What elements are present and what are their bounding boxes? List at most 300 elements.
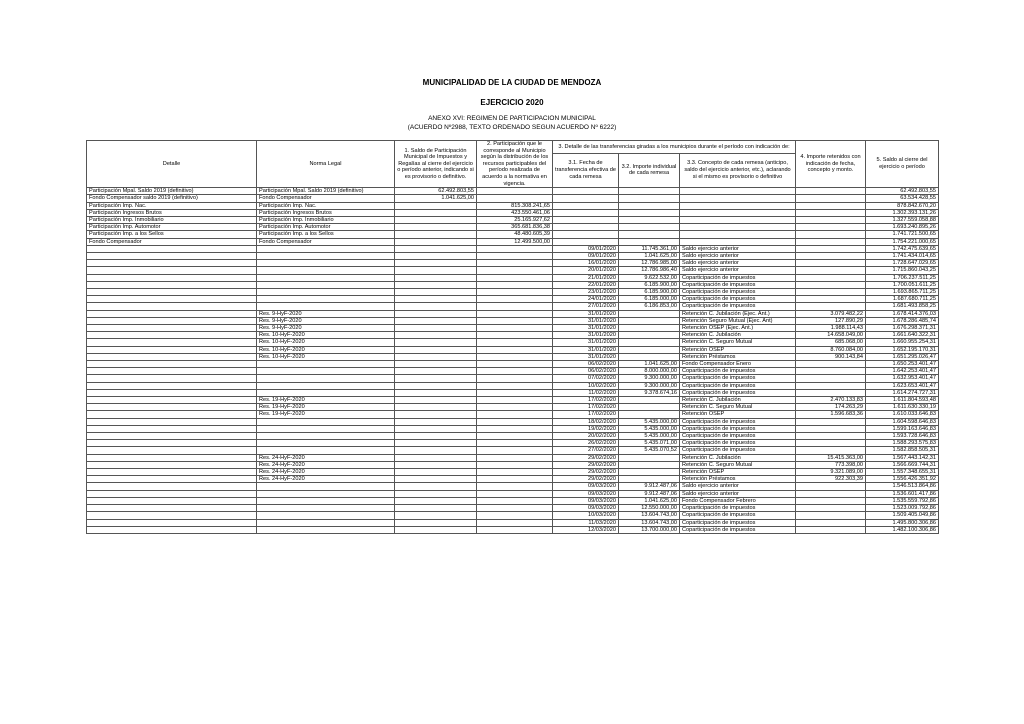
cell-norma-legal: Res. 24-HyF-2020: [257, 461, 395, 468]
cell-concepto: Saldo ejercicio anterior: [680, 245, 796, 252]
cell-norma-legal: Res. 24-HyF-2020: [257, 476, 395, 483]
cell-retenido: 174.263,29: [796, 404, 866, 411]
cell-retenido: 1.988.114,43: [796, 325, 866, 332]
cell-retenido: [796, 195, 866, 202]
cell-detalle: [87, 418, 257, 425]
cell-saldo-participacion: 1.041.625,00: [395, 195, 477, 202]
table-row: [87, 202, 939, 209]
cell-importe: [619, 461, 680, 468]
cell-participacion: [477, 260, 553, 267]
table-row: [87, 188, 939, 195]
table-body: [87, 188, 939, 534]
cell-importe: [619, 238, 680, 245]
cell-concepto: Retención Préstamos: [680, 353, 796, 360]
cell-fecha: 20/01/2020: [553, 267, 619, 274]
cell-norma-legal: [257, 389, 395, 396]
cell-detalle: [87, 245, 257, 252]
cell-importe: 6.185.900,00: [619, 281, 680, 288]
cell-norma-legal: [257, 382, 395, 389]
cell-saldo-cierre: 1.557.348.655,31: [866, 469, 939, 476]
cell-fecha: 26/02/2020: [553, 440, 619, 447]
cell-saldo-participacion: [395, 447, 477, 454]
cell-saldo-participacion: [395, 454, 477, 461]
header-norma-legal: Norma Legal: [257, 141, 395, 188]
cell-saldo-cierre: 62.492.803,55: [866, 188, 939, 195]
cell-detalle: Participación Imp. Nac.: [87, 202, 257, 209]
cell-importe: [619, 231, 680, 238]
cell-concepto: Saldo ejercicio anterior: [680, 252, 796, 259]
cell-importe: 6.186.853,00: [619, 303, 680, 310]
cell-saldo-cierre: 1.302.393.131,26: [866, 209, 939, 216]
cell-importe: 5.435.000,00: [619, 425, 680, 432]
cell-importe: [619, 397, 680, 404]
table-row: [87, 346, 939, 353]
cell-saldo-participacion: [395, 274, 477, 281]
cell-participacion: [477, 339, 553, 346]
cell-participacion: [477, 454, 553, 461]
table-row: [87, 440, 939, 447]
cell-importe: 9.300.000,00: [619, 375, 680, 382]
cell-detalle: [87, 346, 257, 353]
cell-retenido: [796, 202, 866, 209]
cell-concepto: Retención OSEP: [680, 411, 796, 418]
table-row: [87, 512, 939, 519]
cell-concepto: Coparticipación de impuestos: [680, 375, 796, 382]
cell-saldo-participacion: [395, 526, 477, 533]
cell-saldo-participacion: [395, 361, 477, 368]
cell-norma-legal: Participación Imp. Nac.: [257, 202, 395, 209]
cell-participacion: [477, 447, 553, 454]
cell-concepto: [680, 209, 796, 216]
participation-table: [86, 140, 939, 534]
cell-norma-legal: [257, 505, 395, 512]
cell-fecha: 24/01/2020: [553, 296, 619, 303]
cell-detalle: [87, 382, 257, 389]
header-saldo-cierre: 5. Saldo al cierre del ejercicio o período: [866, 141, 939, 188]
cell-fecha: 31/01/2020: [553, 317, 619, 324]
cell-detalle: Participación Ingresos Brutos: [87, 209, 257, 216]
cell-saldo-participacion: [395, 281, 477, 288]
cell-saldo-participacion: [395, 325, 477, 332]
cell-participacion: [477, 425, 553, 432]
cell-importe: 1.041.625,00: [619, 252, 680, 259]
cell-participacion: [477, 267, 553, 274]
cell-retenido: [796, 375, 866, 382]
table-row: [87, 526, 939, 533]
cell-saldo-cierre: 1.610.033.646,83: [866, 411, 939, 418]
cell-saldo-cierre: 1.742.475.639,65: [866, 245, 939, 252]
cell-fecha: 09/03/2020: [553, 505, 619, 512]
cell-retenido: 900.143,84: [796, 353, 866, 360]
cell-participacion: [477, 411, 553, 418]
cell-importe: 5.435.071,00: [619, 440, 680, 447]
cell-importe: 6.185.000,00: [619, 296, 680, 303]
cell-norma-legal: [257, 267, 395, 274]
cell-retenido: [796, 216, 866, 223]
cell-retenido: [796, 483, 866, 490]
cell-saldo-cierre: 1.741.434.014,65: [866, 252, 939, 259]
cell-importe: [619, 325, 680, 332]
cell-retenido: 8.760.084,00: [796, 346, 866, 353]
table-row: [87, 310, 939, 317]
cell-participacion: [477, 469, 553, 476]
cell-saldo-participacion: [395, 382, 477, 389]
cell-detalle: [87, 361, 257, 368]
cell-participacion: [477, 281, 553, 288]
cell-norma-legal: Res. 10-HyF-2020: [257, 332, 395, 339]
cell-norma-legal: Res. 9-HyF-2020: [257, 325, 395, 332]
cell-concepto: Coparticipación de impuestos: [680, 274, 796, 281]
cell-participacion: [477, 433, 553, 440]
table-row: [87, 332, 939, 339]
cell-importe: 13.700.000,00: [619, 526, 680, 533]
cell-fecha: 31/01/2020: [553, 346, 619, 353]
cell-fecha: 11/02/2020: [553, 389, 619, 396]
cell-saldo-participacion: [395, 512, 477, 519]
cell-saldo-cierre: 1.566.669.744,31: [866, 461, 939, 468]
cell-participacion: [477, 404, 553, 411]
cell-retenido: 2.470.133,83: [796, 397, 866, 404]
cell-concepto: Saldo ejercicio anterior: [680, 483, 796, 490]
cell-saldo-participacion: 62.492.803,55: [395, 188, 477, 195]
cell-importe: [619, 411, 680, 418]
cell-concepto: [680, 188, 796, 195]
cell-norma-legal: Res. 9-HyF-2020: [257, 310, 395, 317]
cell-retenido: 685.068,00: [796, 339, 866, 346]
cell-fecha: [553, 195, 619, 202]
cell-retenido: [796, 440, 866, 447]
agreement-reference: (ACUERDO Nº2988, TEXTO ORDENADO SEGUN ACUERDO Nº 6222): [407, 124, 617, 131]
cell-saldo-participacion: [395, 317, 477, 324]
cell-importe: 11.745.361,00: [619, 245, 680, 252]
cell-detalle: [87, 461, 257, 468]
cell-saldo-participacion: [395, 245, 477, 252]
table-row: [87, 505, 939, 512]
cell-saldo-cierre: 1.678.286.485,74: [866, 317, 939, 324]
cell-saldo-cierre: 1.327.559.058,88: [866, 216, 939, 223]
cell-saldo-participacion: [395, 202, 477, 209]
cell-fecha: [553, 202, 619, 209]
document-title: MUNICIPALIDAD DE LA CIUDAD DE MENDOZA: [422, 78, 602, 87]
cell-participacion: [477, 195, 553, 202]
cell-importe: 9.300.000,00: [619, 382, 680, 389]
header-detalle-transferencias: 3. Detalle de las transferencias giradas a los municipios durante el período con indicación de:: [553, 141, 796, 154]
cell-fecha: 22/01/2020: [553, 281, 619, 288]
cell-importe: 1.041.625,00: [619, 361, 680, 368]
cell-saldo-participacion: [395, 519, 477, 526]
cell-importe: 9.622.532,00: [619, 274, 680, 281]
cell-norma-legal: Res. 19-HyF-2020: [257, 411, 395, 418]
cell-fecha: 27/01/2020: [553, 303, 619, 310]
cell-saldo-participacion: [395, 346, 477, 353]
cell-norma-legal: [257, 433, 395, 440]
cell-concepto: [680, 238, 796, 245]
cell-detalle: Participación Imp. Automotor: [87, 224, 257, 231]
cell-participacion: [477, 382, 553, 389]
cell-retenido: [796, 361, 866, 368]
cell-saldo-cierre: 1.567.443.142,31: [866, 454, 939, 461]
cell-detalle: [87, 325, 257, 332]
cell-retenido: [796, 188, 866, 195]
cell-retenido: 127.890,29: [796, 317, 866, 324]
cell-saldo-cierre: 1.611.804.593,48: [866, 397, 939, 404]
cell-importe: [619, 346, 680, 353]
cell-concepto: Fondo Compensador Enero: [680, 361, 796, 368]
cell-participacion: [477, 389, 553, 396]
cell-retenido: [796, 231, 866, 238]
cell-detalle: [87, 512, 257, 519]
cell-concepto: Coparticipación de impuestos: [680, 289, 796, 296]
cell-norma-legal: Res. 10-HyF-2020: [257, 346, 395, 353]
cell-saldo-cierre: 1.728.647.029,65: [866, 260, 939, 267]
cell-detalle: [87, 274, 257, 281]
table-row: [87, 483, 939, 490]
cell-concepto: Saldo ejercicio anterior: [680, 267, 796, 274]
cell-importe: 12.550.000,00: [619, 505, 680, 512]
cell-detalle: [87, 296, 257, 303]
cell-fecha: 17/02/2020: [553, 411, 619, 418]
cell-saldo-cierre: 1.661.640.322,31: [866, 332, 939, 339]
cell-participacion: 25.165.927,62: [477, 216, 553, 223]
cell-saldo-cierre: 878.842.670,20: [866, 202, 939, 209]
cell-norma-legal: Res. 10-HyF-2020: [257, 353, 395, 360]
cell-fecha: [553, 209, 619, 216]
table-row: [87, 497, 939, 504]
cell-importe: [619, 195, 680, 202]
cell-retenido: [796, 425, 866, 432]
cell-concepto: Coparticipación de impuestos: [680, 526, 796, 533]
cell-participacion: [477, 368, 553, 375]
cell-saldo-participacion: [395, 375, 477, 382]
table-row: [87, 519, 939, 526]
cell-importe: 12.786.986,40: [619, 267, 680, 274]
cell-saldo-participacion: [395, 231, 477, 238]
header-concepto-remesa: 3.3. Concepto de cada remesa (anticipo, saldo del ejercicio anterior, etc.), aclarando si el mismo es provisorio o definitivo: [680, 153, 796, 188]
cell-detalle: [87, 252, 257, 259]
cell-saldo-cierre: 1.611.630.330,19: [866, 404, 939, 411]
cell-participacion: 815.308.241,65: [477, 202, 553, 209]
document-subtitle: EJERCICIO 2020: [480, 98, 544, 107]
cell-detalle: [87, 375, 257, 382]
cell-norma-legal: [257, 303, 395, 310]
cell-fecha: 09/03/2020: [553, 490, 619, 497]
cell-saldo-cierre: 1.546.513.864,86: [866, 483, 939, 490]
cell-importe: [619, 216, 680, 223]
table-row: [87, 216, 939, 223]
cell-fecha: 29/02/2020: [553, 454, 619, 461]
cell-retenido: [796, 224, 866, 231]
table-row: [87, 382, 939, 389]
cell-retenido: [796, 238, 866, 245]
table-row: [87, 238, 939, 245]
table-row: [87, 339, 939, 346]
cell-detalle: [87, 317, 257, 324]
cell-importe: 5.435.000,00: [619, 418, 680, 425]
cell-retenido: [796, 267, 866, 274]
cell-norma-legal: Fondo Compensador: [257, 195, 395, 202]
cell-retenido: 15.415.363,00: [796, 454, 866, 461]
cell-saldo-participacion: [395, 461, 477, 468]
cell-saldo-cierre: 1.652.195.170,31: [866, 346, 939, 353]
cell-saldo-participacion: [395, 332, 477, 339]
cell-saldo-participacion: [395, 267, 477, 274]
cell-concepto: [680, 216, 796, 223]
cell-concepto: Coparticipación de impuestos: [680, 440, 796, 447]
table-row: [87, 252, 939, 259]
cell-detalle: [87, 469, 257, 476]
cell-participacion: [477, 490, 553, 497]
cell-participacion: 12.499.500,00: [477, 238, 553, 245]
cell-saldo-cierre: 1.623.653.401,47: [866, 382, 939, 389]
cell-saldo-participacion: [395, 469, 477, 476]
cell-concepto: Coparticipación de impuestos: [680, 425, 796, 432]
cell-saldo-participacion: [395, 209, 477, 216]
cell-fecha: 31/01/2020: [553, 339, 619, 346]
cell-detalle: [87, 303, 257, 310]
cell-norma-legal: Res. 9-HyF-2020: [257, 317, 395, 324]
cell-retenido: [796, 281, 866, 288]
cell-concepto: Retención OSEP (Ejec. Ant.): [680, 325, 796, 332]
cell-norma-legal: Res. 19-HyF-2020: [257, 404, 395, 411]
cell-importe: [619, 469, 680, 476]
table-row: [87, 389, 939, 396]
cell-saldo-cierre: 1.676.298.371,31: [866, 325, 939, 332]
cell-norma-legal: Participación Imp. Inmobiliario: [257, 216, 395, 223]
cell-detalle: Participación Imp. Inmobiliario: [87, 216, 257, 223]
cell-concepto: Coparticipación de impuestos: [680, 382, 796, 389]
cell-detalle: [87, 519, 257, 526]
cell-importe: 9.912.487,06: [619, 490, 680, 497]
cell-fecha: 10/03/2020: [553, 512, 619, 519]
cell-saldo-cierre: 1.741.721.500,65: [866, 231, 939, 238]
cell-concepto: Saldo ejercicio anterior: [680, 490, 796, 497]
header-importe-retenidos: 4. Importe retenidos con indicación de fecha, concepto y monto.: [796, 141, 866, 188]
cell-saldo-cierre: 1.593.728.646,83: [866, 433, 939, 440]
table-row: [87, 289, 939, 296]
cell-norma-legal: Participación Ingresos Brutos: [257, 209, 395, 216]
table-row: [87, 281, 939, 288]
cell-retenido: [796, 368, 866, 375]
cell-detalle: [87, 389, 257, 396]
cell-saldo-cierre: 1.599.163.646,83: [866, 425, 939, 432]
cell-saldo-participacion: [395, 289, 477, 296]
table-row: [87, 425, 939, 432]
cell-norma-legal: Res. 24-HyF-2020: [257, 469, 395, 476]
cell-retenido: 3.079.482,22: [796, 310, 866, 317]
cell-retenido: 922.303,39: [796, 476, 866, 483]
cell-participacion: 48.480.605,39: [477, 231, 553, 238]
cell-detalle: [87, 397, 257, 404]
cell-retenido: 1.596.683,36: [796, 411, 866, 418]
cell-saldo-cierre: 1.754.221.000,65: [866, 238, 939, 245]
table-row: [87, 490, 939, 497]
cell-saldo-participacion: [395, 389, 477, 396]
cell-detalle: [87, 433, 257, 440]
cell-norma-legal: [257, 497, 395, 504]
cell-fecha: [553, 238, 619, 245]
cell-norma-legal: [257, 440, 395, 447]
cell-saldo-participacion: [395, 397, 477, 404]
table-row: [87, 267, 939, 274]
table-row: [87, 476, 939, 483]
cell-detalle: [87, 454, 257, 461]
cell-detalle: [87, 310, 257, 317]
cell-saldo-cierre: 1.706.237.511,25: [866, 274, 939, 281]
cell-norma-legal: [257, 274, 395, 281]
cell-importe: [619, 353, 680, 360]
cell-saldo-cierre: 1.556.426.351,92: [866, 476, 939, 483]
cell-concepto: Retención C. Jubilación: [680, 332, 796, 339]
cell-participacion: [477, 303, 553, 310]
cell-importe: 1.041.625,00: [619, 497, 680, 504]
table-row: [87, 411, 939, 418]
cell-retenido: [796, 389, 866, 396]
cell-saldo-participacion: [395, 440, 477, 447]
cell-importe: [619, 332, 680, 339]
cell-detalle: [87, 505, 257, 512]
cell-participacion: 365.681.836,38: [477, 224, 553, 231]
table-row: [87, 296, 939, 303]
cell-concepto: Retención OSEP: [680, 469, 796, 476]
cell-participacion: [477, 461, 553, 468]
cell-importe: 5.435.000,00: [619, 433, 680, 440]
cell-concepto: Retención C. Seguro Mutual: [680, 339, 796, 346]
cell-saldo-cierre: 1.660.955.254,31: [866, 339, 939, 346]
cell-norma-legal: Fondo Compensador: [257, 238, 395, 245]
cell-participacion: 423.550.461,06: [477, 209, 553, 216]
cell-detalle: [87, 289, 257, 296]
cell-saldo-cierre: 1.681.493.858,25: [866, 303, 939, 310]
cell-importe: 6.185.900,00: [619, 289, 680, 296]
cell-concepto: Coparticipación de impuestos: [680, 368, 796, 375]
cell-fecha: 20/02/2020: [553, 433, 619, 440]
cell-norma-legal: [257, 361, 395, 368]
cell-saldo-participacion: [395, 353, 477, 360]
cell-fecha: 27/02/2020: [553, 447, 619, 454]
cell-fecha: 11/03/2020: [553, 519, 619, 526]
cell-importe: 13.604.743,00: [619, 512, 680, 519]
cell-importe: [619, 202, 680, 209]
table-row: [87, 353, 939, 360]
table-row: [87, 368, 939, 375]
cell-norma-legal: Participación Mpal. Saldo 2019 (definitivo): [257, 188, 395, 195]
cell-detalle: [87, 267, 257, 274]
cell-participacion: [477, 512, 553, 519]
cell-norma-legal: [257, 490, 395, 497]
cell-concepto: Retención OSEP: [680, 346, 796, 353]
cell-participacion: [477, 252, 553, 259]
cell-fecha: 29/02/2020: [553, 461, 619, 468]
cell-retenido: [796, 519, 866, 526]
cell-saldo-participacion: [395, 252, 477, 259]
cell-fecha: 23/01/2020: [553, 289, 619, 296]
cell-detalle: [87, 483, 257, 490]
cell-concepto: Coparticipación de impuestos: [680, 505, 796, 512]
cell-detalle: [87, 440, 257, 447]
table-row: [87, 317, 939, 324]
cell-concepto: [680, 195, 796, 202]
cell-norma-legal: [257, 296, 395, 303]
cell-fecha: 06/02/2020: [553, 368, 619, 375]
cell-concepto: Coparticipación de impuestos: [680, 519, 796, 526]
cell-retenido: [796, 447, 866, 454]
cell-importe: 5.435.070,52: [619, 447, 680, 454]
cell-participacion: [477, 397, 553, 404]
cell-saldo-participacion: [395, 303, 477, 310]
cell-saldo-cierre: 1.693.865.711,25: [866, 289, 939, 296]
cell-importe: [619, 209, 680, 216]
cell-saldo-participacion: [395, 404, 477, 411]
